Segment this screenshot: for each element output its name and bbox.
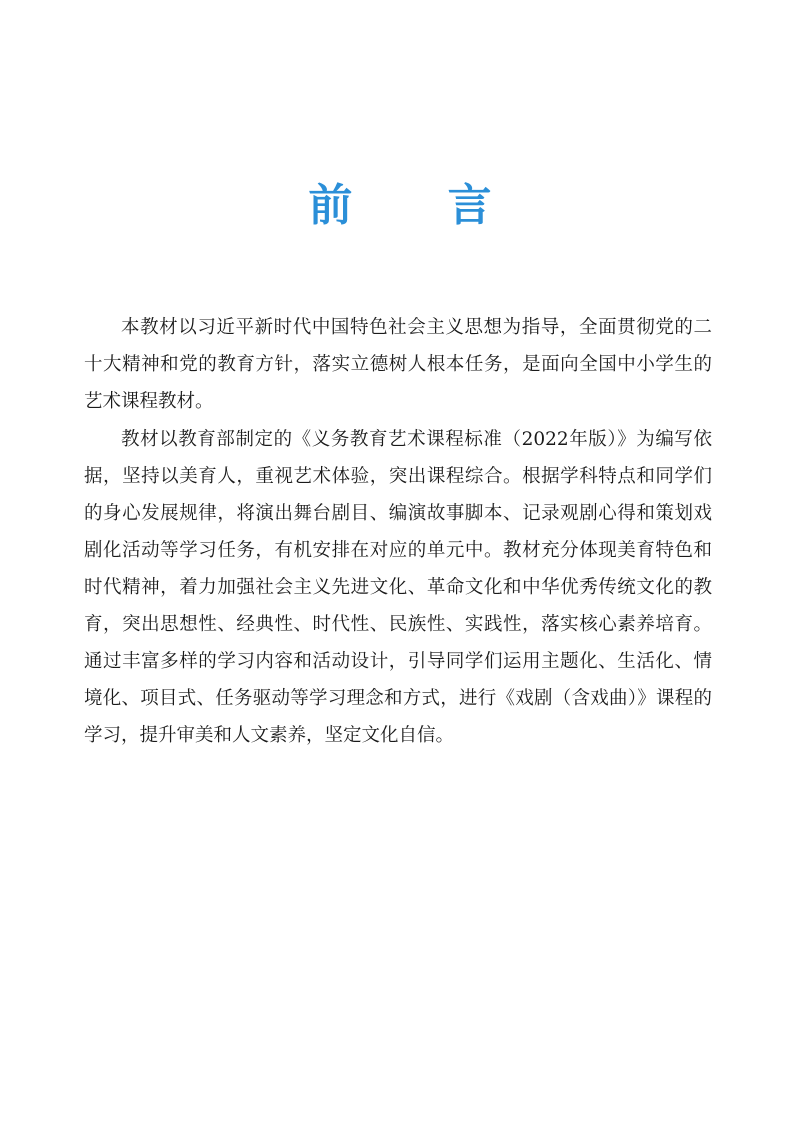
preface-body: [84, 309, 712, 754]
page-title: 前 言: [308, 180, 532, 231]
paragraph-2: 教材以教育部制定的《义务教育艺术课程标准（2022年版）》为编写依据，坚持以美育人，重视艺术体验，突出课程综合。根据学科特点和同学们的身心发展规律，将演出舞台剧目、编演故事脚本、记录观剧心得和策划戏剧化活动等学习任务，有机安排在对应的单元中。教材充分体现美育特色和时代精神，着力加强社会主义先进文化、革命文化和中华优秀传统文化的教育，突出思想性、经典性、时代性、民族性、实践性，落实核心素养培育。通过丰富多样的学习内容和活动设计，引导同学们运用主题化、生活化、情境化、项目式、任务驱动等学习理念和方式，进行《戏剧（含戏曲）》课程的学习，提升审美和人文素养，坚定文化自信。: [84, 429, 712, 746]
paragraph-1: 本教材以习近平新时代中国特色社会主义思想为指导，全面贯彻党的二十大精神和党的教育方针，落实立德树人根本任务，是面向全国中小学生的艺术课程教材。: [84, 317, 712, 412]
